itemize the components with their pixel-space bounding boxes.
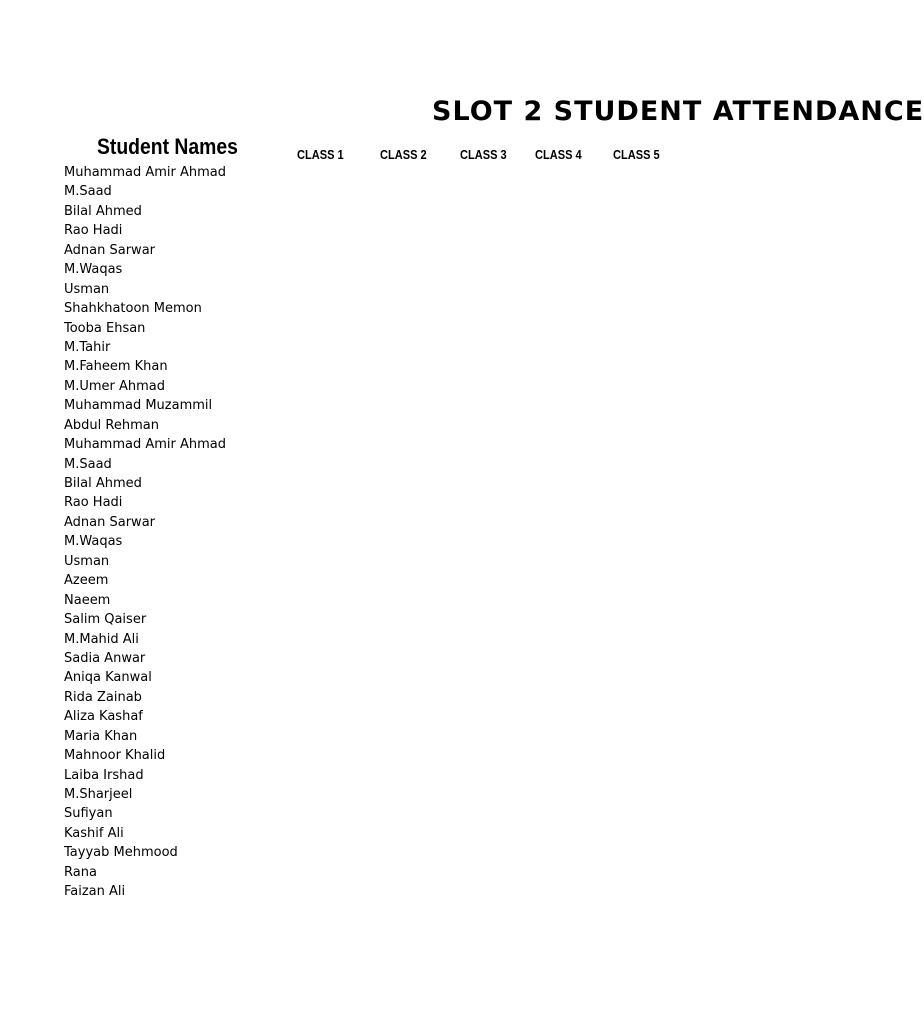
student-names-header: Student Names: [97, 134, 238, 159]
student-name: M.Umer Ahmad: [64, 378, 166, 394]
student-name: M.Saad: [64, 456, 112, 472]
student-list: [64, 163, 226, 902]
student-name: Salim Qaiser: [64, 612, 147, 628]
student-name: M.Tahir: [64, 339, 111, 355]
student-name: Muhammad Muzammil: [64, 398, 213, 414]
page-title: SLOT 2 STUDENT ATTENDANCE: [432, 96, 924, 127]
student-name: M.Sharjeel: [64, 787, 133, 802]
student-name: Rida Zainab: [64, 689, 142, 705]
student-name: Usman: [64, 553, 110, 569]
student-name: Muhammad Amir Ahmad: [64, 165, 226, 180]
student-name: Naeem: [64, 592, 111, 608]
student-name: Maria Khan: [64, 728, 138, 744]
student-name: M.Waqas: [64, 534, 123, 550]
student-name: Faizan Ali: [64, 884, 126, 900]
student-name: M.Faheem Khan: [64, 359, 168, 375]
class-4-header: CLASS 4: [535, 147, 582, 162]
student-name: Aniqa Kanwal: [64, 670, 152, 686]
student-name: Sufiyan: [64, 806, 113, 822]
title-area: [380, 92, 924, 136]
student-name: Shahkhatoon Memon: [64, 301, 202, 317]
student-name: Adnan Sarwar: [64, 514, 155, 530]
student-name: Bilal Ahmed: [64, 203, 142, 219]
student-name: Tooba Ehsan: [64, 320, 146, 336]
student-name: Mahnoor Khalid: [64, 748, 166, 764]
student-name: M.Waqas: [64, 262, 123, 278]
student-name: Azeem: [64, 573, 109, 589]
student-name: Rana: [64, 864, 97, 880]
student-name: Bilal Ahmed: [64, 476, 142, 491]
student-name: Rao Hadi: [64, 223, 123, 239]
class-5-header: CLASS 5: [613, 147, 660, 162]
class-3-header: CLASS 3: [460, 147, 507, 162]
student-name: M.Saad: [64, 184, 112, 200]
student-name: M.Mahid Ali: [64, 631, 139, 647]
class-2-header: CLASS 2: [380, 147, 427, 162]
student-name: Muhammad Amir Ahmad: [64, 437, 226, 453]
student-name: Kashif Ali: [64, 825, 124, 841]
class-1-header: CLASS 1: [297, 147, 344, 162]
student-name: Sadia Anwar: [64, 650, 146, 666]
student-name: Usman: [64, 281, 110, 297]
student-name: Laiba Irshad: [64, 767, 144, 783]
student-name: Rao Hadi: [64, 495, 123, 511]
student-name: Tayyab Mehmood: [64, 845, 178, 861]
student-name: Aliza Kashaf: [64, 709, 143, 725]
student-name: Adnan Sarwar: [64, 242, 155, 258]
student-name: Abdul Rehman: [64, 417, 159, 433]
